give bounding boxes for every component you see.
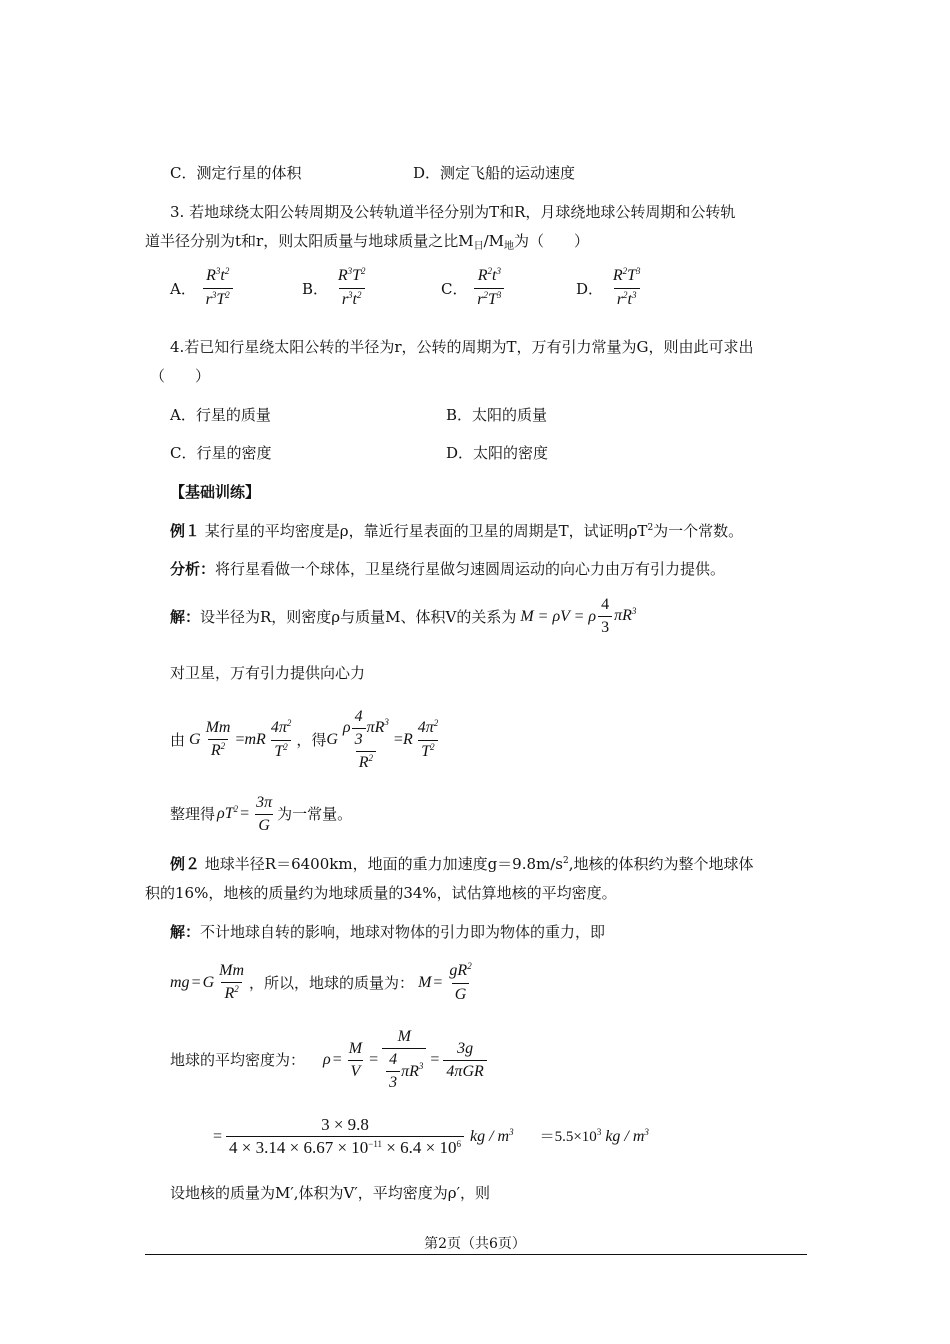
example1-analysis: 分析：将行星看做一个球体，卫星绕行星做匀速圆周运动的向心力由万有引力提供。: [170, 560, 726, 578]
example2-solution-line: 解：不计地球自转的影响，地球对物体的引力即为物体的重力，即: [170, 923, 606, 941]
q4-stem-line1: 4.若已知行星绕太阳公转的半径为r，公转的周期为T，万有引力常量为G，则由此可求出: [170, 338, 754, 356]
formula-mass-density: M = ρV = ρ: [520, 607, 597, 625]
example2-statement-line2: 积的16%，地核的质量约为地球质量的34%，试估算地核的平均密度。: [145, 884, 617, 902]
section-title: 【基础训练】: [170, 483, 261, 501]
q3-option-a: A． $\frac{R^3t^2}{r^3T^2}$: [170, 267, 235, 310]
example2-weight-equation: mg = G $\frac{Mm}{R^2}$ ，所以，地球的质量为： M = $\frac{gR^2}{G}$: [170, 961, 472, 1003]
example2-density-equation: 地球的平均密度为： ρ = $\frac{M}{V}$ = M $\frac{4}{3}$ πR 3 = $\frac{3g}{\text{4πGR}}$: [170, 1025, 489, 1095]
example2-core-line: 设地核的质量为M′,体积为V′，平均密度为ρ′，则: [170, 1184, 490, 1202]
q3-stem-line2: 道半径分别为t和r，则太阳质量与地球质量之比$M_日/M_地$为（ ）: [145, 232, 589, 252]
q2-option-d: D．测定飞船的运动速度: [413, 164, 576, 182]
example1-conclusion: 整理得 $\rho T^2$ = $\frac{3\pi}{G}$ 为一常量。: [170, 793, 353, 834]
q2-option-c: C．测定行星的体积: [170, 164, 302, 182]
q4-option-d: D．太阳的密度: [446, 444, 549, 462]
q3-stem-line1: 3. 若地球绕太阳公转周期及公转轨道半径分别为T和R，月球绕地球公转周期和公转轨: [170, 203, 736, 221]
q4-option-b: B．太阳的质量: [446, 406, 548, 424]
example2-numeric-calculation: = $\frac{3 \times 9.8}{4 \times 3.14 \times 6.67 \times 10^{-11} \times 6.4 \times 10^6}$ kg / $m^3$ $=5.5\times 10^3$ kg / $m^3$: [213, 1114, 649, 1157]
q4-stem-line2: （ ）: [150, 367, 211, 385]
example1-solution-line: 解： 设半径为R，则密度ρ与质量M、体积V的关系为 M = ρV = ρ $\frac{4}{3}$ $\pi R^3$: [170, 596, 637, 636]
footer-rule: [145, 1254, 807, 1255]
example1-gravity-equation: 由 G $\frac{Mm}{R^2}$ = mR $\frac{4\pi^2}{T^2}$ ，得 G ρ $\frac{4}{3}$ πR 3 $R^2$ = R $\frac{4\pi^2}{T^2}$: [170, 707, 439, 771]
example2-statement-line1: 例２ 地球半径R＝6400km，地面的重力加速度$g=9.8m/s^2$,地核的体积约为整个地球体: [170, 855, 754, 873]
example1-satellite-line: 对卫星，万有引力提供向心力: [170, 664, 366, 682]
example1-statement: 例１ 某行星的平均密度是ρ，靠近行星表面的卫星的周期是T，试证明$\rho T^2$为一个常数。: [170, 522, 744, 540]
q4-option-a: A．行星的质量: [170, 406, 271, 424]
q3-option-c: C． $\frac{R^2t^3}{r^2T^3}$: [441, 267, 506, 310]
q4-option-c: C．行星的密度: [170, 444, 272, 462]
page-number: 第2页（共6页）: [424, 1236, 526, 1252]
q3-option-d: D． $\frac{R^2T^3}{r^2t^3}$: [576, 266, 641, 308]
q3-option-b: B． $\frac{R^3T^2}{r^3t^2}$: [302, 266, 366, 308]
